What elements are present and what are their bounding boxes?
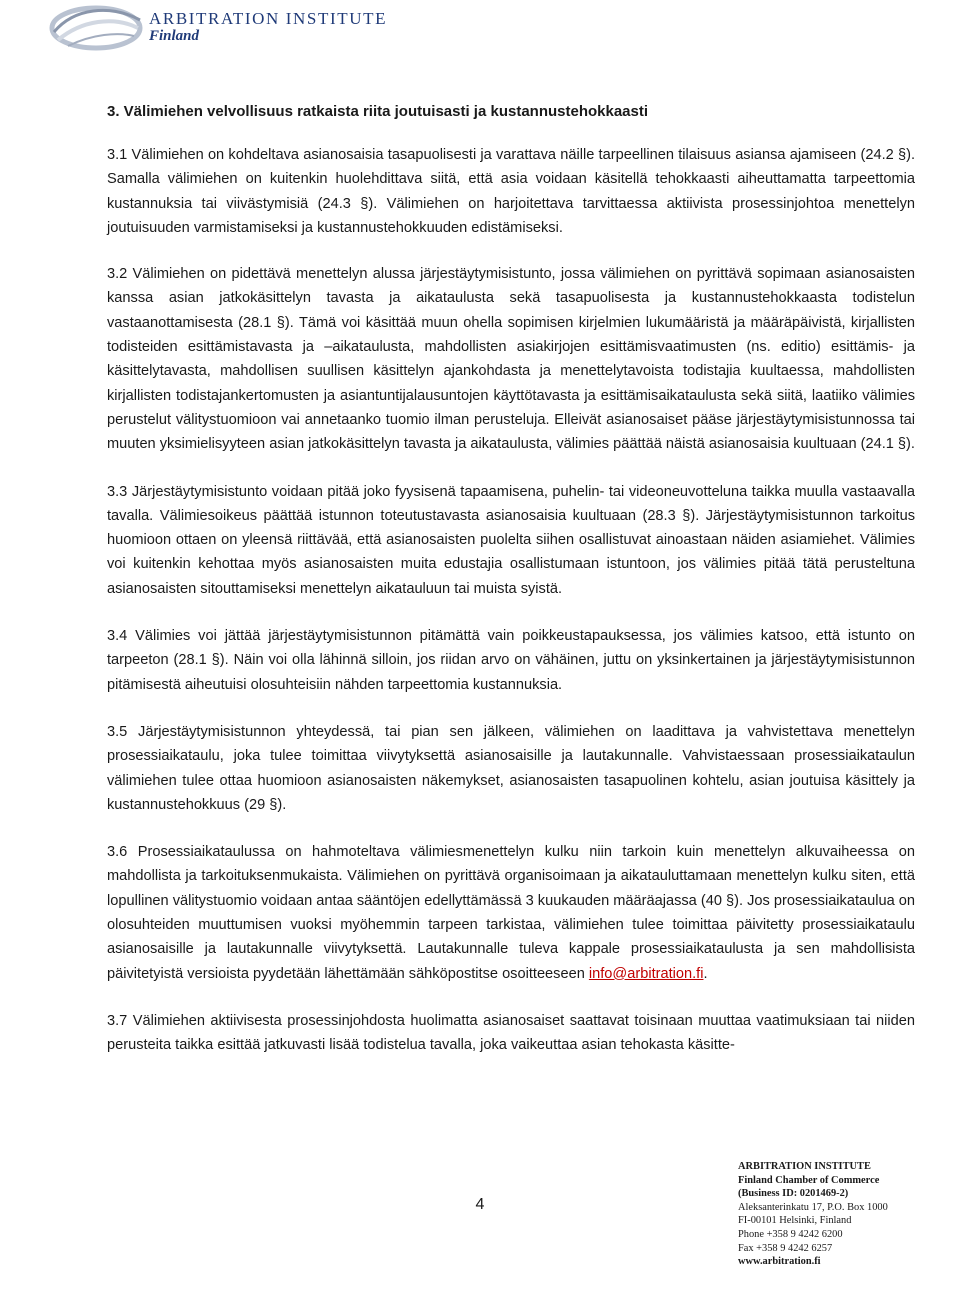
footer-city: FI-00101 Helsinki, Finland [738,1215,852,1227]
footer-org-name: ARBITRATION INSTITUTE [738,1161,871,1172]
footer-chamber: Finland Chamber of Commerce [738,1174,880,1186]
institute-logo-icon [48,2,144,52]
paragraph-3-4: 3.4 Välimies voi jättää järjestäytymisistunnon pitämättä vain poikkeustapauksessa, jos välimies katsoo, että istunto on tarpeeton (28.1 §). Näin voi olla lähinnä silloin, jos riidan arvo on vähäinen, juttu on yksinkertainen ja järjestäytymisistunnon pitämisestä aiheutuisi olosuhteisiin nähden tarpeettomia kustannuksia. [107,628,915,693]
paragraph-3-6-end: . [703,965,708,982]
org-name: ARBITRATION INSTITUTE [149,9,388,28]
footer-business-id: (Business ID: 0201469-2) [738,1188,849,1200]
page-header [48,0,468,56]
org-subtitle: Finland [149,28,200,44]
email-link[interactable]: info@arbitration.fi [588,965,704,982]
page-number: 4 [475,1196,485,1213]
paragraph-3-1: 3.1 Välimiehen on kohdeltava asianosaisia tasapuolisesti ja varattava näille tarpeellinen tilaisuus asiansa ajamiseen (24.2 §). Samalla välimiehen on kuitenkin huolehdittava siitä, että asia voidaan käsitellä tehokkaasti aiheuttamatta tarpeettomia kustannuksia tai viivästymisiä (24.3 §). Välimiehen on harjoitettava tarvittaessa aktiivista prosessinjohtoa menettelyn joutuisuuden varmistamiseksi ja kustannustehokkuuden edistämiseksi. [107,147,915,236]
paragraph-3-7: 3.7 Välimiehen aktiivisesta prosessinjohdosta huolimatta asianosaiset saattavat toisinaan muuttaa vaatimuksiaan tai niiden perusteita taikka esittää jatkuvasti lisää todistelua tavalla, joka vaikeuttaa asian tehokasta käsitte- [107,1012,915,1054]
paragraph-3-3: 3.3 Järjestäytymisistunto voidaan pitää joko fyysisenä tapaamisena, puhelin- tai videoneuvotteluna taikka muulla vastaavalla tavalla. Välimiesoikeus päättää istunnon toteutustavasta asianosaisia kuultuaan (28.3 §). Järjestäytymisistunnon tarkoitus huomioon ottaen on yleensä riittävää, että asianosaisten puolelta siihen osallistuvat ainoastaan näiden asiamiehet. Välimies voi kuitenkin kehottaa myös asianosaisten muita edustajia osallistumaan istuntoon, jos välimies pitää tätä perusteltuna asianosaisten sitouttamiseksi menettelyn aikatauluun tai muista syistä. [107,483,915,597]
paragraph-3-6-text: 3.6 Prosessiaikataulussa on hahmoteltava välimiesmenettelyn kulku niin tarkoin kuin menettelyn alkuvaiheessa on mahdollista ja tarkoituksenmukaista. Välimiehen on pyrittävä organisoimaan ja aikatauluttamaan menettelyn kulku siten, että lopullinen välitystuomio voidaan antaa sääntöjen edellyttämässä 3 kuukauden määräajassa (40 §). Jos prosessiaikataulua on olosuhteiden muuttumisen vuoksi myöhemmin tarpeen tarkistaa, välimiehen tulee toimittaa päivitetty prosessiaikataulu asianosaisille ja lautakunnalle viivytyksettä. Lautakunnalle tuleva kappale prosessiaikataulusta ja sen mahdollisista päivitetyistä versioista pyydetään lähettämään sähköpostitse osoitteeseen [107,844,916,982]
document-body [107,100,915,1058]
paragraph-3-2: 3.2 Välimiehen on pidettävä menettelyn alussa järjestäytymisistunto, jossa välimiehen on pyrittävä sopimaan asianosaisten kanssa asian jatkokäsittelyn tavasta ja aikataulusta sekä tasapuolisesta ja kustannustehokkaasta todistelun vastaanottamisesta (28.1 §). Tämä voi käsittää muun ohella sopimisen kirjelmien lukumääristä ja määräpäivistä, kirjallisten todisteiden esittämistavasta ja –aikataulusta, mahdollisten asiakirjojen esittämisvaatimusten (ns. editio) esittämis- ja käsittelytavasta, mahdollisen suullisen käsittelyn ajankohdasta ja menettelytavoista todistajia kuultaessa, mahdollisten kirjallisten todistajankertomusten ja asiantuntijalausuntojen käyttötavasta ja esittämisaikataulusta sekä siitä, laatiiko välimies perustelut välitystuomioon vai annetaanko tuomio ilman perusteluja. Elleivät asianosaiset pääse järjestäytymisistunnossa tai muuten yksimielisyyteen asian jatkokäsittelyn tavasta ja aikataulusta, välimies päättää näistä asianosaisia kuultuaan (24.1 §). [107,266,915,453]
footer-website: www.arbitration.fi [738,1256,821,1268]
section-heading: 3. Välimiehen velvollisuus ratkaista riita joutuisasti ja kustannustehokkaasti [107,103,649,120]
footer-phone: Phone +358 9 4242 6200 [738,1228,843,1240]
paragraph-3-6 [107,840,915,986]
paragraph-3-5: 3.5 Järjestäytymisistunnon yhteydessä, tai pian sen jälkeen, välimiehen on laadittava ja vahvistettava menettelyn prosessiaikataulu, joka tulee toimittaa viivytyksettä asianosaisille ja lautakunnalle. Vahvistaessaan prosessiaikataulun välimiehen tulee ottaa huomioon asianosaisten näkemykset, asianosaisten tasapuolinen kohtelu, asian joutuisa käsittely ja kustannustehokkuus (29 §). [107,723,915,813]
footer-address [738,1160,938,1269]
footer-street: Aleksanterinkatu 17, P.O. Box 1000 [738,1201,888,1213]
footer-fax: Fax +358 9 4242 6257 [738,1242,833,1254]
